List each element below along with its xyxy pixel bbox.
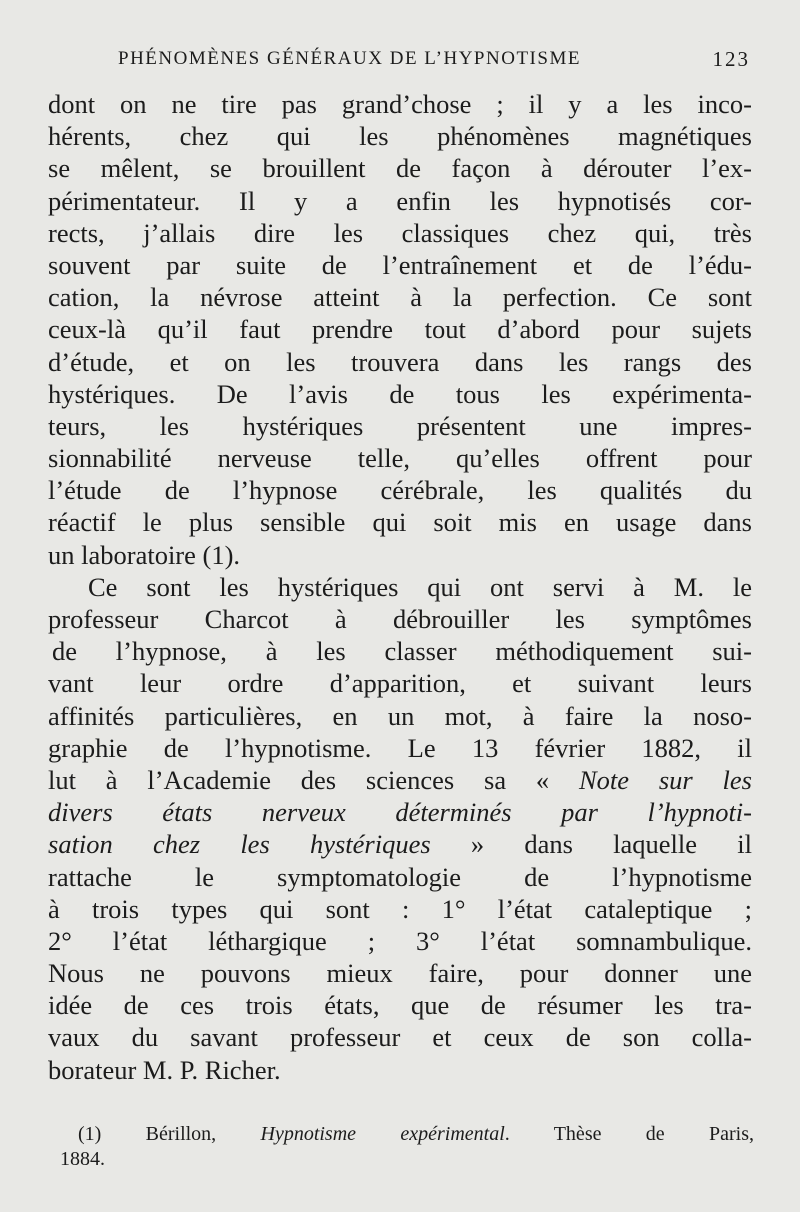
text-fragment: lut à l’Academie des sciences sa « <box>48 764 579 795</box>
paragraph-end-line: borateur M. P. Richer. <box>48 1054 281 1085</box>
page-number: 123 <box>712 47 750 71</box>
running-title: PHÉNOMÈNES GÉNÉRAUX DE L’HYPNOTISME <box>118 48 581 69</box>
text-line: souvent par suite de l’entraînement et de l’édu- <box>48 249 752 280</box>
footnote-title: Hypnotisme expérimental <box>260 1123 505 1145</box>
text-line-mixed <box>48 764 752 796</box>
paragraph-start-line: Ce sont les hystériques qui ont servi à M. le <box>88 571 752 602</box>
text-line: périmentateur. Il y a enfin les hypnotisés cor- <box>48 185 752 216</box>
text-line: Nous ne pouvons mieux faire, pour donner une <box>48 958 752 989</box>
paragraph-end-line: un laboratoire (1). <box>48 539 241 570</box>
text-line: à trois types qui sont : 1° l’état cataleptique ; <box>48 893 752 924</box>
body-text <box>48 88 752 1086</box>
text-line: rects, j’allais dire les classiques chez qui, très <box>48 217 752 248</box>
text-line: ceux-là qu’il faut prendre tout d’abord pour sujets <box>48 314 752 345</box>
footnote-marker: (1) Bérillon, <box>78 1123 261 1145</box>
text-line: teurs, les hystériques présentent une impres- <box>48 410 752 441</box>
text-line: graphie de l’hypnotisme. Le 13 février 1882, il <box>48 732 752 763</box>
text-line: professeur Charcot à débrouiller les symptômes <box>48 604 752 634</box>
text-line: hérents, chez qui les phénomènes magnétiques <box>48 121 752 152</box>
text-line: idée de ces trois états, que de résumer les tra- <box>48 990 752 1021</box>
footnote <box>60 1122 754 1172</box>
text-fragment: » dans laquelle il <box>430 829 752 860</box>
footnote-line <box>60 1122 754 1147</box>
text-line: vant leur ordre d’apparition, et suivant leurs <box>48 668 752 699</box>
text-line: réactif le plus sensible qui soit mis en usage dans <box>48 507 752 538</box>
footnote-rest: . Thèse de Paris, <box>504 1123 754 1145</box>
text-line-mixed <box>48 828 752 860</box>
text-line: l’étude de l’hypnose cérébrale, les qualités du <box>48 475 752 506</box>
text-line: cation, la névrose atteint à la perfection. Ce sont <box>48 282 752 313</box>
text-line: d’étude, et on les trouvera dans les rangs des <box>48 346 752 377</box>
text-line: rattache le symptomatologie de l’hypnotisme <box>48 861 752 892</box>
running-head <box>118 44 750 74</box>
footnote-year: 1884. <box>60 1148 105 1170</box>
text-line: vaux du savant professeur et ceux de son colla- <box>48 1022 752 1053</box>
italic-title-fragment: Note sur les <box>578 764 752 795</box>
text-line: sionnabilité nerveuse telle, qu’elles offrent pour <box>48 443 752 474</box>
text-line: de l’hypnose, à les classer méthodiquement sui- <box>52 636 752 667</box>
text-line: hystériques. De l’avis de tous les expérimenta- <box>48 378 752 409</box>
italic-title-fragment: sation chez les hystériques <box>48 829 431 860</box>
text-line: dont on ne tire pas grand’chose ; il y a les inco- <box>48 89 752 119</box>
text-line: affinités particulières, en un mot, à faire la noso- <box>48 700 752 731</box>
italic-title-line: divers états nerveux déterminés par l’hypnoti- <box>48 797 752 828</box>
text-line: se mêlent, se brouillent de façon à dérouter l’ex- <box>48 153 752 184</box>
text-line: 2° l’état léthargique ; 3° l’état somnambulique. <box>48 925 752 956</box>
